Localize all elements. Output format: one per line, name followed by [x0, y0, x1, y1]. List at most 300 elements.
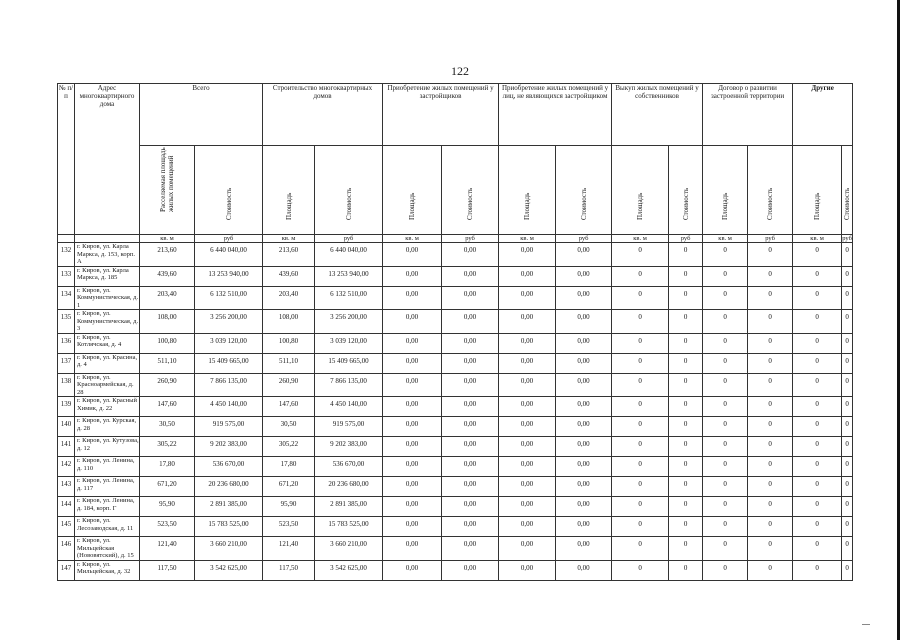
- table-row: [58, 353, 853, 373]
- cell-area: 0: [793, 517, 842, 537]
- cell-cost: 0: [669, 457, 703, 477]
- sub-header-cost: Стоимость: [766, 187, 775, 220]
- cell-area: 100,80: [263, 333, 315, 353]
- cell-cost: 0: [748, 266, 793, 286]
- cell-area: 0,00: [383, 497, 442, 517]
- cell-cost: 0: [669, 560, 703, 580]
- cell-area: 0,00: [499, 537, 556, 561]
- cell-area: 0: [793, 477, 842, 497]
- cell-cost: 0: [842, 497, 853, 517]
- cell-area: 0: [703, 333, 748, 353]
- cell-cost: 0: [748, 417, 793, 437]
- cell-area: 0: [793, 353, 842, 373]
- cell-area: 108,00: [140, 310, 195, 334]
- row-number: 134: [58, 286, 75, 310]
- cell-cost: 0: [669, 310, 703, 334]
- cell-area: 0: [793, 243, 842, 267]
- cell-area: 0,00: [383, 373, 442, 397]
- table-row: [58, 373, 853, 397]
- unit-area: кв. м: [793, 235, 842, 243]
- cell-cost: 4 450 140,00: [195, 397, 263, 417]
- cell-area: 0: [793, 286, 842, 310]
- table-row: [58, 457, 853, 477]
- cell-cost: 0: [669, 266, 703, 286]
- cell-area: 0: [612, 286, 669, 310]
- cell-cost: 0: [748, 497, 793, 517]
- cell-cost: 0: [669, 243, 703, 267]
- cell-area: 511,10: [140, 353, 195, 373]
- cell-cost: 919 575,00: [195, 417, 263, 437]
- unit-area: кв. м: [140, 235, 195, 243]
- group-header-other: Другие: [793, 84, 853, 146]
- cell-area: 17,80: [140, 457, 195, 477]
- cell-cost: 3 039 120,00: [195, 333, 263, 353]
- cell-cost: 0: [748, 333, 793, 353]
- cell-cost: 0: [748, 477, 793, 497]
- row-number: 139: [58, 397, 75, 417]
- cell-area: 0,00: [499, 286, 556, 310]
- cell-area: 0,00: [383, 353, 442, 373]
- margin-tick: [862, 624, 870, 625]
- cell-area: 0,00: [383, 560, 442, 580]
- table-row: [58, 437, 853, 457]
- cell-cost: 15 783 525,00: [315, 517, 383, 537]
- cell-area: 0: [793, 310, 842, 334]
- cell-cost: 0,00: [442, 353, 499, 373]
- cell-area: 0: [612, 333, 669, 353]
- unit-cost: руб: [842, 235, 852, 242]
- cell-cost: 0,00: [556, 560, 612, 580]
- row-number: 144: [58, 497, 75, 517]
- cell-area: 0,00: [499, 333, 556, 353]
- cell-cost: 20 236 680,00: [315, 477, 383, 497]
- cell-cost: 0: [842, 397, 853, 417]
- cell-cost: 0,00: [556, 353, 612, 373]
- cell-area: 0: [703, 537, 748, 561]
- cell-cost: 0,00: [442, 373, 499, 397]
- cell-cost: 0: [669, 373, 703, 397]
- unit-area: кв. м: [263, 235, 315, 243]
- cell-cost: 0: [669, 333, 703, 353]
- cell-area: 0: [703, 517, 748, 537]
- row-address: г. Киров, ул. Карла Маркса, д. 153, корп. А: [75, 243, 140, 267]
- cell-cost: 7 866 135,00: [315, 373, 383, 397]
- group-header-construction: Строительство многоквартирных домов: [263, 84, 383, 146]
- row-address: г. Киров, ул. Красина, д. 4: [75, 353, 140, 373]
- cell-cost: 0,00: [556, 310, 612, 334]
- page-number: 122: [451, 64, 469, 78]
- cell-area: 0,00: [383, 457, 442, 477]
- row-address: г. Киров, ул. Курская, д. 28: [75, 417, 140, 437]
- cell-area: 0: [703, 560, 748, 580]
- table-row: [58, 286, 853, 310]
- cell-area: 0: [703, 477, 748, 497]
- cell-cost: 13 253 940,00: [315, 266, 383, 286]
- cell-cost: 0: [669, 437, 703, 457]
- cell-area: 0: [793, 437, 842, 457]
- cell-area: 671,20: [263, 477, 315, 497]
- cell-area: 213,60: [140, 243, 195, 267]
- group-header-non-developer: Приобретение жилых помещений у лиц, не являющихся застройщиком: [499, 84, 612, 146]
- cell-cost: 0: [842, 457, 853, 477]
- cell-cost: 0,00: [556, 517, 612, 537]
- cell-cost: 0: [842, 537, 853, 561]
- row-address: г. Киров, ул. Котлячская, д. 4: [75, 333, 140, 353]
- cell-cost: 0: [748, 243, 793, 267]
- row-address: г. Киров, ул. Лесозаводская, д. 11: [75, 517, 140, 537]
- cell-cost: 0,00: [442, 560, 499, 580]
- sub-header-area: Площадь: [813, 192, 822, 220]
- unit-area: кв. м: [499, 235, 556, 243]
- cell-area: 0: [612, 397, 669, 417]
- row-address: г. Киров, ул. Ленина, д. 117: [75, 477, 140, 497]
- cell-area: 0: [703, 397, 748, 417]
- cell-cost: 3 039 120,00: [315, 333, 383, 353]
- cell-cost: 0: [842, 477, 853, 497]
- cell-area: 30,50: [263, 417, 315, 437]
- row-address: г. Киров, ул. Кутузова, д. 12: [75, 437, 140, 457]
- cell-cost: 0,00: [556, 477, 612, 497]
- cell-cost: 0,00: [442, 333, 499, 353]
- group-header-total: Всего: [140, 84, 263, 146]
- cell-cost: 0,00: [556, 266, 612, 286]
- table-row: [58, 417, 853, 437]
- cell-cost: 0,00: [442, 243, 499, 267]
- cell-area: 203,40: [140, 286, 195, 310]
- row-number: 146: [58, 537, 75, 561]
- cell-area: 117,50: [263, 560, 315, 580]
- cell-area: 0,00: [383, 333, 442, 353]
- cell-cost: 15 409 665,00: [195, 353, 263, 373]
- cell-cost: 0,00: [442, 310, 499, 334]
- table-row: [58, 333, 853, 353]
- cell-cost: 0,00: [556, 373, 612, 397]
- sub-header-area: Площадь: [284, 192, 293, 220]
- cell-cost: 0: [748, 373, 793, 397]
- cell-cost: 2 891 385,00: [195, 497, 263, 517]
- cell-cost: 3 660 210,00: [315, 537, 383, 561]
- cell-area: 0: [612, 243, 669, 267]
- cell-cost: 536 670,00: [195, 457, 263, 477]
- cell-cost: 13 253 940,00: [195, 266, 263, 286]
- cell-area: 0,00: [499, 266, 556, 286]
- row-address: г. Киров, ул. Ленина, д. 110: [75, 457, 140, 477]
- cell-cost: 0: [669, 477, 703, 497]
- cell-area: 0: [793, 417, 842, 437]
- cell-cost: 0,00: [556, 286, 612, 310]
- cell-cost: 6 440 040,00: [195, 243, 263, 267]
- sub-header-row: [58, 146, 853, 235]
- cell-cost: 0: [748, 397, 793, 417]
- cell-cost: 20 236 680,00: [195, 477, 263, 497]
- unit-area: кв. м: [612, 235, 669, 243]
- cell-cost: 0: [842, 437, 853, 457]
- cell-area: 0,00: [499, 310, 556, 334]
- cell-cost: 0: [669, 286, 703, 310]
- cell-area: 523,50: [263, 517, 315, 537]
- cell-area: 0,00: [383, 286, 442, 310]
- cell-area: 0,00: [499, 417, 556, 437]
- cell-area: 0: [612, 477, 669, 497]
- cell-area: 108,00: [263, 310, 315, 334]
- unit-area: кв. м: [703, 235, 748, 243]
- row-number: 145: [58, 517, 75, 537]
- cell-area: 147,60: [263, 397, 315, 417]
- cell-cost: 0: [842, 333, 853, 353]
- cell-cost: 2 891 385,00: [315, 497, 383, 517]
- cell-area: 511,10: [263, 353, 315, 373]
- cell-cost: 0,00: [556, 537, 612, 561]
- cell-area: 0: [703, 286, 748, 310]
- cell-area: 671,20: [140, 477, 195, 497]
- housing-table: [57, 83, 853, 581]
- cell-area: 0: [703, 310, 748, 334]
- sub-header-cost: Стоимость: [344, 187, 353, 220]
- cell-cost: 0,00: [556, 397, 612, 417]
- cell-area: 0,00: [383, 266, 442, 286]
- cell-area: 121,40: [263, 537, 315, 561]
- cell-cost: 6 132 510,00: [315, 286, 383, 310]
- table-row: [58, 397, 853, 417]
- sub-header-area: Площадь: [721, 192, 730, 220]
- row-number: 138: [58, 373, 75, 397]
- cell-area: 0: [612, 417, 669, 437]
- cell-cost: 4 450 140,00: [315, 397, 383, 417]
- cell-cost: 0: [669, 417, 703, 437]
- cell-cost: 0,00: [556, 333, 612, 353]
- cell-area: 0,00: [383, 417, 442, 437]
- cell-area: 0,00: [499, 397, 556, 417]
- cell-cost: 0,00: [556, 417, 612, 437]
- row-number: 140: [58, 417, 75, 437]
- row-number: 141: [58, 437, 75, 457]
- cell-cost: 0: [748, 457, 793, 477]
- cell-area: 0: [793, 397, 842, 417]
- row-number: 137: [58, 353, 75, 373]
- cell-area: 0,00: [383, 397, 442, 417]
- cell-area: 0,00: [499, 497, 556, 517]
- cell-cost: 3 542 625,00: [195, 560, 263, 580]
- cell-area: 95,90: [263, 497, 315, 517]
- cell-cost: 0,00: [556, 457, 612, 477]
- row-number: 132: [58, 243, 75, 267]
- unit-cost: руб: [669, 235, 703, 243]
- cell-area: 0,00: [499, 457, 556, 477]
- cell-area: 0,00: [499, 353, 556, 373]
- cell-area: 0: [703, 457, 748, 477]
- cell-cost: 0: [669, 353, 703, 373]
- cell-area: 0,00: [383, 310, 442, 334]
- sub-header-cost: Стоимость: [843, 187, 852, 220]
- cell-cost: 0,00: [556, 497, 612, 517]
- cell-area: 0: [612, 266, 669, 286]
- cell-cost: 0: [669, 517, 703, 537]
- cell-cost: 0,00: [442, 537, 499, 561]
- cell-area: 121,40: [140, 537, 195, 561]
- cell-area: 0,00: [499, 437, 556, 457]
- cell-cost: 3 660 210,00: [195, 537, 263, 561]
- cell-area: 0,00: [499, 560, 556, 580]
- unit-cost: руб: [195, 235, 263, 243]
- row-number: 147: [58, 560, 75, 580]
- cell-area: 0: [612, 497, 669, 517]
- cell-area: 0: [703, 353, 748, 373]
- row-number: 135: [58, 310, 75, 334]
- cell-area: 0: [793, 560, 842, 580]
- cell-cost: 0: [842, 417, 853, 437]
- cell-cost: 0,00: [442, 437, 499, 457]
- cell-area: 260,90: [263, 373, 315, 397]
- cell-cost: 0: [748, 310, 793, 334]
- cell-cost: 0: [748, 517, 793, 537]
- table-body: [58, 243, 853, 581]
- row-address: г. Киров, ул. Красный Химик, д. 22: [75, 397, 140, 417]
- cell-area: 95,90: [140, 497, 195, 517]
- cell-cost: 0: [842, 286, 853, 310]
- cell-area: 0,00: [383, 537, 442, 561]
- cell-cost: 0: [842, 243, 853, 267]
- cell-area: 0,00: [383, 243, 442, 267]
- cell-area: 0: [793, 373, 842, 397]
- sub-header-area: Площадь: [408, 192, 417, 220]
- cell-area: 0: [703, 417, 748, 437]
- cell-cost: 0: [842, 560, 853, 580]
- cell-area: 100,80: [140, 333, 195, 353]
- cell-cost: 0,00: [442, 477, 499, 497]
- sub-header-area: Площадь: [523, 192, 532, 220]
- group-header-territory: Договор о развитии застроенной территории: [703, 84, 793, 146]
- table-row: [58, 560, 853, 580]
- table-row: [58, 497, 853, 517]
- cell-cost: 3 256 200,00: [315, 310, 383, 334]
- cell-area: 0: [703, 497, 748, 517]
- cell-cost: 0: [842, 373, 853, 397]
- cell-area: 0: [793, 333, 842, 353]
- row-number: 143: [58, 477, 75, 497]
- cell-area: 305,22: [263, 437, 315, 457]
- cell-area: 203,40: [263, 286, 315, 310]
- sub-header-cost: Стоимость: [224, 187, 233, 220]
- cell-area: 439,60: [263, 266, 315, 286]
- cell-area: 0: [612, 517, 669, 537]
- cell-area: 0,00: [499, 477, 556, 497]
- table-row: [58, 477, 853, 497]
- cell-area: 439,60: [140, 266, 195, 286]
- cell-area: 0,00: [383, 437, 442, 457]
- cell-area: 0: [612, 310, 669, 334]
- cell-area: 0: [612, 373, 669, 397]
- cell-area: 0,00: [383, 477, 442, 497]
- cell-cost: 0: [748, 353, 793, 373]
- cell-cost: 0,00: [442, 457, 499, 477]
- col-header-num: № п/п: [58, 84, 75, 235]
- cell-area: 0: [793, 457, 842, 477]
- group-header-buyout: Выкуп жилых помещений у собственников: [612, 84, 703, 146]
- sub-header-cost: Стоимость: [466, 187, 475, 220]
- cell-area: 0: [612, 560, 669, 580]
- sub-header-area: Площадь: [636, 192, 645, 220]
- group-header-row: [58, 84, 853, 146]
- row-address: г. Киров, ул. Красноармейская, д. 28: [75, 373, 140, 397]
- cell-area: 0: [703, 437, 748, 457]
- unit-cost: руб: [315, 235, 383, 243]
- cell-cost: 919 575,00: [315, 417, 383, 437]
- row-address: г. Киров, ул. Мильцейская (Нововятский), д. 15: [75, 537, 140, 561]
- cell-cost: 0: [842, 517, 853, 537]
- cell-area: 0: [612, 437, 669, 457]
- cell-area: 213,60: [263, 243, 315, 267]
- cell-cost: 0: [669, 497, 703, 517]
- cell-area: 0: [612, 353, 669, 373]
- cell-cost: 0,00: [442, 517, 499, 537]
- cell-area: 0: [793, 497, 842, 517]
- cell-cost: 0: [748, 437, 793, 457]
- cell-area: 523,50: [140, 517, 195, 537]
- cell-area: 0: [703, 373, 748, 397]
- cell-area: 305,22: [140, 437, 195, 457]
- cell-area: 0: [703, 266, 748, 286]
- cell-cost: 0: [748, 286, 793, 310]
- table-row: [58, 310, 853, 334]
- row-number: 133: [58, 266, 75, 286]
- table-row: [58, 517, 853, 537]
- cell-area: 0,00: [499, 517, 556, 537]
- cell-area: 0: [612, 457, 669, 477]
- cell-area: 0: [703, 243, 748, 267]
- cell-cost: 0,00: [442, 497, 499, 517]
- cell-cost: 0,00: [442, 417, 499, 437]
- cell-cost: 0: [748, 560, 793, 580]
- cell-cost: 0,00: [442, 286, 499, 310]
- row-number: 142: [58, 457, 75, 477]
- cell-cost: 0: [842, 310, 853, 334]
- cell-cost: 3 256 200,00: [195, 310, 263, 334]
- row-address: г. Киров, ул. Ленина, д. 184, корп. Г: [75, 497, 140, 517]
- row-address: г. Киров, ул. Коммунистическая, д. 1: [75, 286, 140, 310]
- unit-row: [58, 235, 853, 243]
- cell-area: 17,80: [263, 457, 315, 477]
- unit-cost: руб: [748, 235, 793, 243]
- cell-cost: 536 670,00: [315, 457, 383, 477]
- unit-cost: руб: [556, 235, 612, 243]
- cell-cost: 0: [748, 537, 793, 561]
- cell-area: 0: [793, 266, 842, 286]
- table-row: [58, 537, 853, 561]
- sub-header-cost: Стоимость: [681, 187, 690, 220]
- cell-area: 117,50: [140, 560, 195, 580]
- cell-area: 0,00: [383, 517, 442, 537]
- unit-area: кв. м: [383, 235, 442, 243]
- cell-cost: 0,00: [442, 266, 499, 286]
- row-address: г. Киров, ул. Коммунистическая, д. 3: [75, 310, 140, 334]
- cell-cost: 0: [669, 537, 703, 561]
- cell-cost: 3 542 625,00: [315, 560, 383, 580]
- cell-area: 147,60: [140, 397, 195, 417]
- group-header-developer: Приобретение жилых помещений у застройщиков: [383, 84, 499, 146]
- cell-area: 260,90: [140, 373, 195, 397]
- cell-cost: 0: [842, 353, 853, 373]
- sub-header-cost: Стоимость: [579, 187, 588, 220]
- cell-area: 0,00: [499, 373, 556, 397]
- cell-cost: 15 409 665,00: [315, 353, 383, 373]
- row-number: 136: [58, 333, 75, 353]
- col-header-address: Адрес многоквартирного дома: [75, 84, 140, 235]
- row-address: г. Киров, ул. Мильцейская, д. 32: [75, 560, 140, 580]
- cell-cost: 9 202 383,00: [195, 437, 263, 457]
- unit-cost: руб: [442, 235, 499, 243]
- cell-cost: 0: [842, 266, 853, 286]
- cell-cost: 6 440 040,00: [315, 243, 383, 267]
